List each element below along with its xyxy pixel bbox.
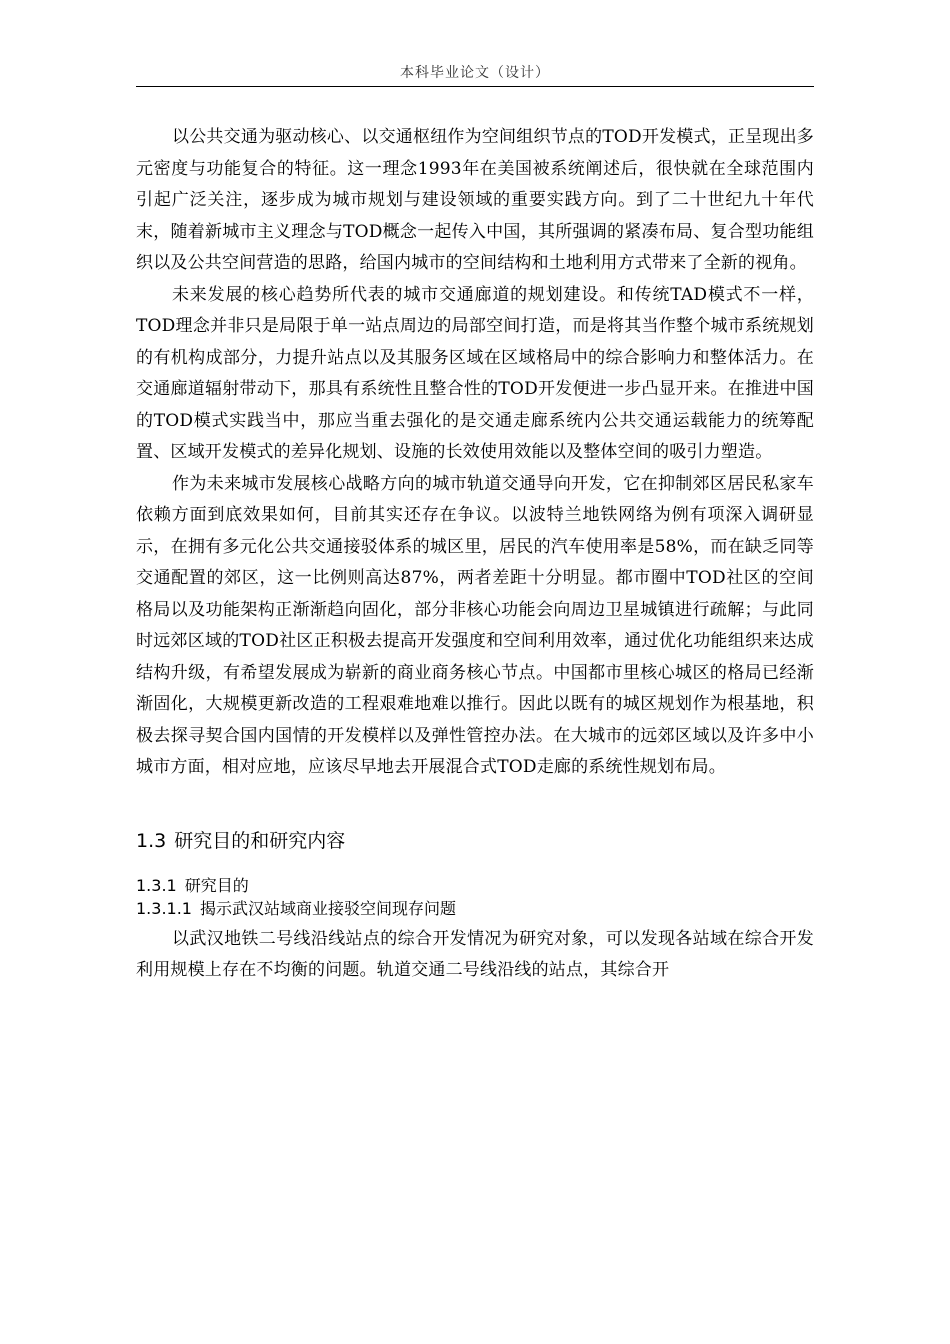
document-body	[136, 122, 814, 987]
subsubsection-heading	[136, 897, 814, 920]
header-title: 本科毕业论文（设计）	[400, 65, 550, 81]
subsubsection-title: 揭示武汉站域商业接驳空间现存问题	[199, 898, 456, 918]
body-paragraph: 作为未来城市发展核心战略方向的城市轨道交通导向开发，它在抑制郊区居民私家车依赖方面到底效果如何，目前其实还存在争议。以波特兰地铁网络为例有项深入调研显示，在拥有多元化公共交通接驳体系的城区里，居民的汽车使用率是58%，而在缺乏同等交通配置的郊区，这一比例则高达87%，两者差距十分明显。都市圈中TOD社区的空间格局以及功能架构正渐渐趋向固化，部分非核心功能会向周边卫星城镇进行疏解；与此同时远郊区域的TOD社区正积极去提高开发强度和空间利用效率，通过优化功能组织来达成结构升级，有希望发展成为崭新的商业商务核心节点。中国都市里核心城区的格局已经渐渐固化，大规模更新改造的工程艰难地难以推行。因此以既有的城区规划作为根基地，积极去探寻契合国内国情的开发模样以及弹性管控办法。在大城市的远郊区域以及许多中小城市方面，相对应地，应该尽早地去开展混合式TOD走廊的系统性规划布局。	[136, 473, 814, 777]
body-paragraph: 未来发展的核心趋势所代表的城市交通廊道的规划建设。和传统TAD模式不一样，TOD理念并非只是局限于单一站点周边的局部空间打造，而是将其当作整个城市系统规划的有机构成部分，力提升站点以及其服务区域在区域格局中的综合影响力和整体活力。在交通廊道辐射带动下，那具有系统性且整合性的TOD开发便进一步凸显开来。在推进中国的TOD模式实践当中，那应当重去强化的是交通走廊系统内公共交通运载能力的统筹配置、区域开发模式的差异化规划、设施的长效使用效能以及整体空间的吸引力塑造。	[136, 284, 814, 462]
subsubsection-number: 1.3.1.1	[136, 898, 192, 918]
body-paragraph: 以公共交通为驱动核心、以交通枢纽作为空间组织节点的TOD开发模式，正呈现出多元密度与功能复合的特征。这一理念1993年在美国被系统阐述后，很快就在全球范围内引起广泛关注，逐步成为城市规划与建设领域的重要实践方向。到了二十世纪九十年代末，随着新城市主义理念与TOD概念一起传入中国，其所强调的紧凑布局、复合型功能组织以及公共空间营造的思路，给国内城市的空间结构和土地利用方式带来了全新的视角。	[136, 127, 814, 273]
page-header	[136, 60, 814, 87]
subsection-number: 1.3.1	[136, 875, 177, 895]
section-title: 研究目的和研究内容	[174, 829, 346, 852]
section-heading	[136, 826, 814, 856]
subsection-heading	[136, 874, 814, 897]
section-number: 1.3	[136, 829, 167, 852]
subsection-title: 研究目的	[184, 875, 249, 895]
body-paragraph: 以武汉地铁二号线沿线站点的综合开发情况为研究对象，可以发现各站域在综合开发利用规模上存在不均衡的问题。轨道交通二号线沿线的站点，其综合开	[136, 928, 814, 980]
